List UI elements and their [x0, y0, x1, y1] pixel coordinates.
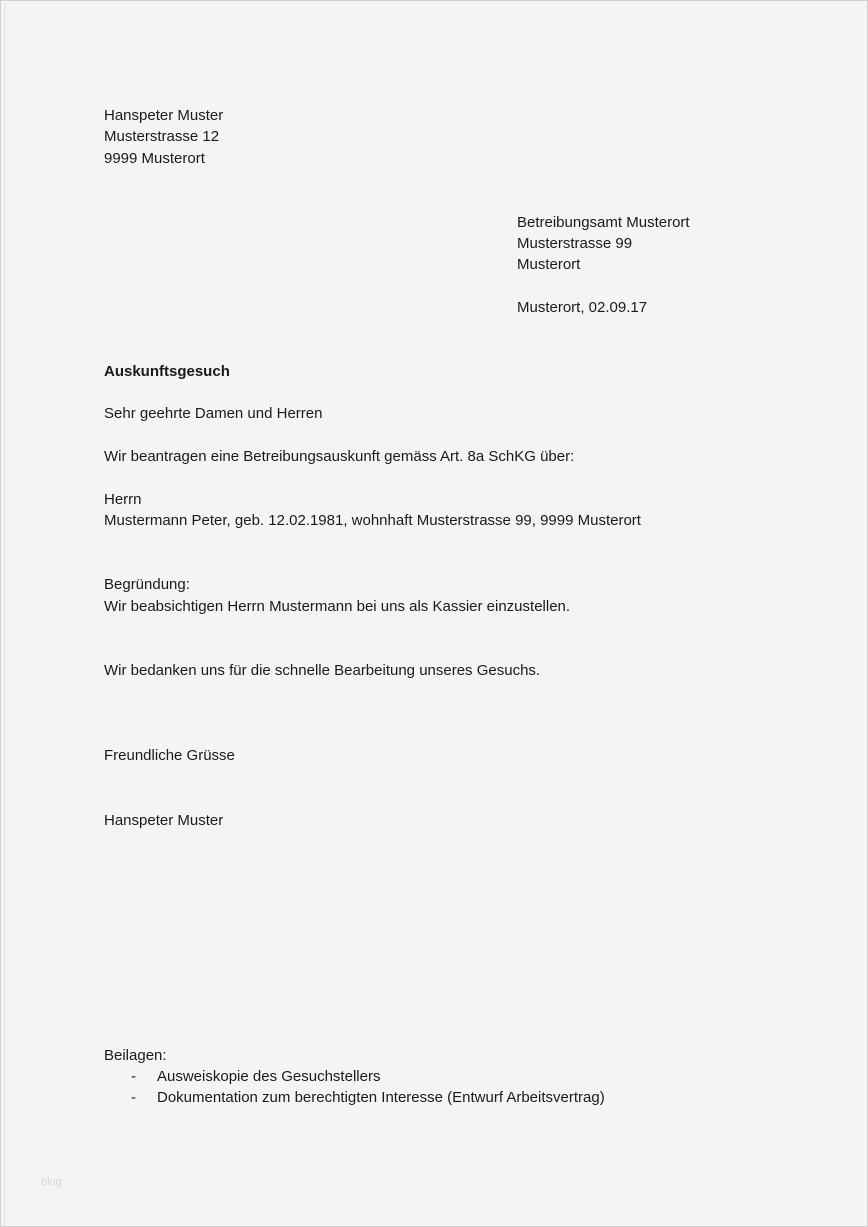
- sender-name: Hanspeter Muster: [104, 107, 224, 124]
- attachment-text: Dokumentation zum berechtigten Interesse (Entwurf Arbeitsvertrag): [157, 1089, 605, 1106]
- closing: Freundliche Grüsse: [104, 747, 235, 764]
- request-text: Wir beantragen eine Betreibungsauskunft gemäss Art. 8a SchKG über:: [104, 448, 575, 465]
- recipient-street: Musterstrasse 99: [517, 235, 633, 252]
- attachment-text: Ausweiskopie des Gesuchstellers: [157, 1068, 381, 1085]
- attachments-label: Beilagen:: [104, 1047, 167, 1064]
- recipient-name: Betreibungsamt Musterort: [517, 214, 690, 231]
- reason-text: Wir beabsichtigen Herrn Mustermann bei uns als Kassier einzustellen.: [104, 598, 571, 615]
- place-date: Musterort, 02.09.17: [517, 299, 648, 316]
- reason-label: Begründung:: [104, 576, 190, 593]
- dash-bullet-icon: -: [131, 1089, 136, 1106]
- dash-bullet-icon: -: [131, 1068, 136, 1085]
- thanks-text: Wir bedanken uns für die schnelle Bearbeitung unseres Gesuchs.: [104, 662, 541, 679]
- salutation: Sehr geehrte Damen und Herren: [104, 405, 323, 422]
- watermark: blog: [41, 1176, 62, 1188]
- page-edge: [4, 4, 5, 1226]
- subject-heading: Auskunftsgesuch: [104, 363, 230, 380]
- person-details: Mustermann Peter, geb. 12.02.1981, wohnhaft Musterstrasse 99, 9999 Musterort: [104, 512, 641, 529]
- sender-street: Musterstrasse 12: [104, 128, 220, 145]
- sender-city: 9999 Musterort: [104, 150, 205, 167]
- person-title: Herrn: [104, 491, 142, 508]
- signature: Hanspeter Muster: [104, 812, 224, 829]
- recipient-city: Musterort: [517, 256, 581, 273]
